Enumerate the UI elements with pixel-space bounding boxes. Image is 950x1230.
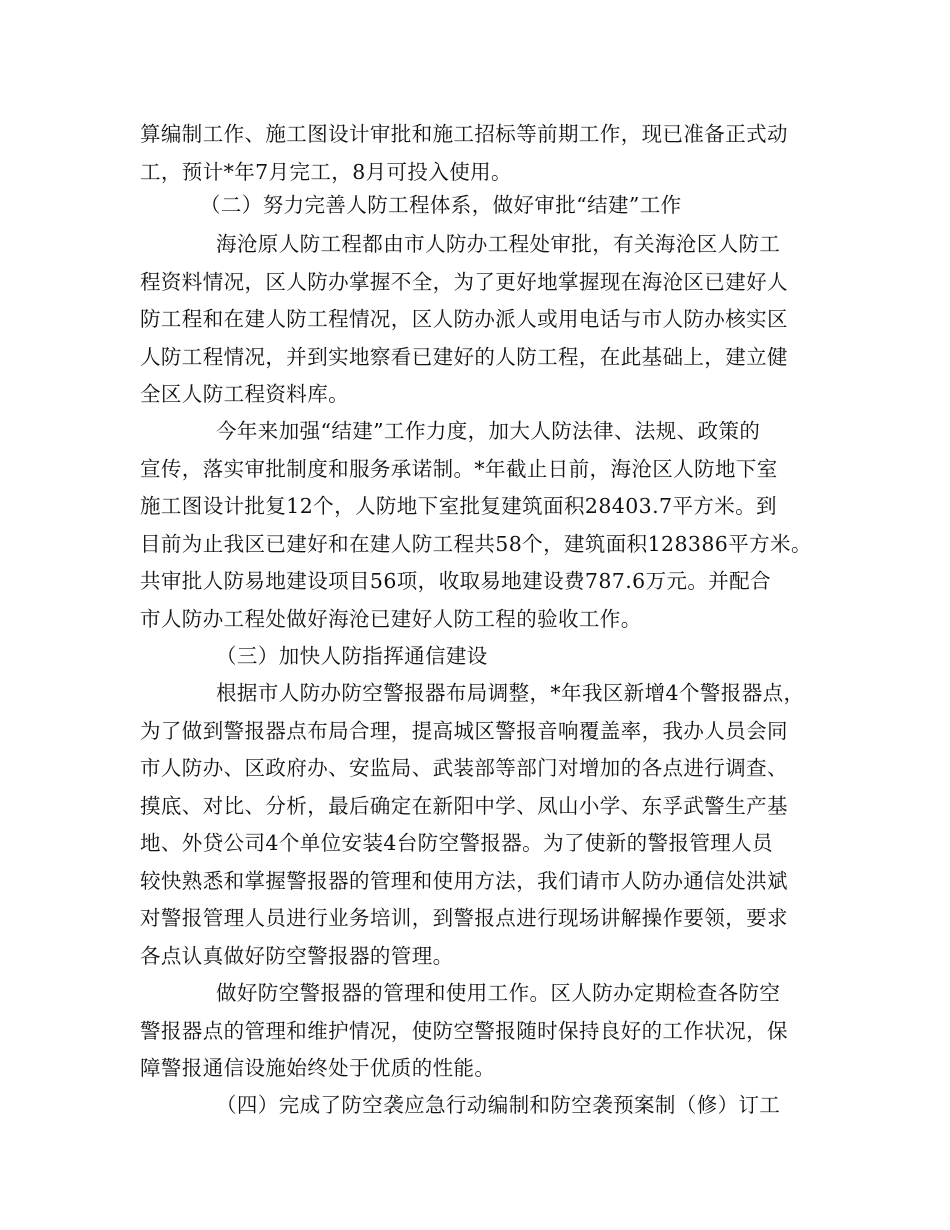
text-line: 做好防空警报器的管理和使用工作。区人防办定期检查各防空 bbox=[216, 981, 781, 1005]
text-line: 根据市人防办防空警报器布局调整，*年我区新增4个警报器点， bbox=[216, 681, 805, 705]
text-line: 各点认真做好防空警报器的管理。 bbox=[140, 943, 454, 968]
text-line: 共审批人防易地建设项目56项，收取易地建设费787.6万元。并配合 bbox=[140, 569, 771, 593]
text-line: 市人防办工程处做好海沧已建好人防工程的验收工作。 bbox=[140, 606, 642, 631]
text-line: 全区人防工程资料库。 bbox=[140, 382, 349, 406]
text-line: 宣传，落实审批制度和服务承诺制。*年截止日前，海沧区人防地下室 bbox=[140, 456, 778, 481]
paragraph-continuation bbox=[140, 116, 812, 191]
heading-line: （二）努力完善人防工程体系，做好审批“结建”工作 bbox=[200, 193, 682, 217]
text-line: 地、外贷公司4个单位安装4台防空警报器。为了使新的警报管理人员 bbox=[140, 831, 773, 855]
text-line: 障警报通信设施始终处于优质的性能。 bbox=[140, 1056, 496, 1080]
text-line: 较快熟悉和掌握警报器的管理和使用方法，我们请市人防办通信处洪斌 bbox=[140, 868, 788, 893]
text-line: 算编制工作、施工图设计审批和施工招标等前期工作，现已准备正式动 bbox=[140, 122, 788, 146]
text-line: 警报器点的管理和维护情况，使防空警报随时保持良好的工作状况，保 bbox=[140, 1018, 788, 1043]
text-line: 摸底、对比、分析，最后确定在新阳中学、凤山小学、东孚武警生产基 bbox=[140, 793, 788, 818]
text-line: 施工图设计批复12个，人防地下室批复建筑面积28403.7平方米。到 bbox=[140, 494, 777, 518]
text-line: 市人防办、区政府办、安监局、武装部等部门对增加的各点进行调查、 bbox=[140, 756, 788, 780]
text-line: 程资料情况，区人防办掌握不全，为了更好地掌握现在海沧区已建好人 bbox=[140, 269, 788, 294]
heading-line: （四）完成了防空袭应急行动编制和防空袭预案制（修）订工 bbox=[216, 1093, 781, 1117]
text-line: 为了做到警报器点布局合理，提高城区警报音响覆盖率，我办人员会同 bbox=[140, 718, 788, 743]
section-heading-4 bbox=[140, 1087, 812, 1125]
text-line: 防工程和在建人防工程情况，区人防办派人或用电话与市人防办核实区 bbox=[140, 307, 788, 331]
text-line: 工，预计*年7月完工，8月可投入使用。 bbox=[140, 159, 512, 184]
text-line: 人防工程情况，并到实地察看已建好的人防工程，在此基础上，建立健 bbox=[140, 344, 788, 369]
text-line: 今年来加强“结建”工作力度，加大人防法律、法规、政策的 bbox=[216, 419, 761, 443]
paragraph-alarm-layout bbox=[140, 675, 812, 975]
heading-line: （三）加快人防指挥通信建设 bbox=[216, 644, 488, 668]
text-line: 目前为止我区已建好和在建人防工程共58个，建筑面积128386平方米。 bbox=[140, 531, 812, 556]
text-line: 海沧原人防工程都由市人防办工程处审批，有关海沧区人防工 bbox=[216, 232, 781, 256]
paragraph-alarm-maintenance bbox=[140, 975, 812, 1088]
paragraph-haicang-projects bbox=[140, 226, 812, 414]
section-heading-3 bbox=[140, 638, 812, 676]
text-line: 对警报管理人员进行业务培训，到警报点进行现场讲解操作要领，要求 bbox=[140, 906, 788, 930]
paragraph-jiejian-work bbox=[140, 413, 812, 638]
section-heading-2 bbox=[140, 187, 812, 225]
